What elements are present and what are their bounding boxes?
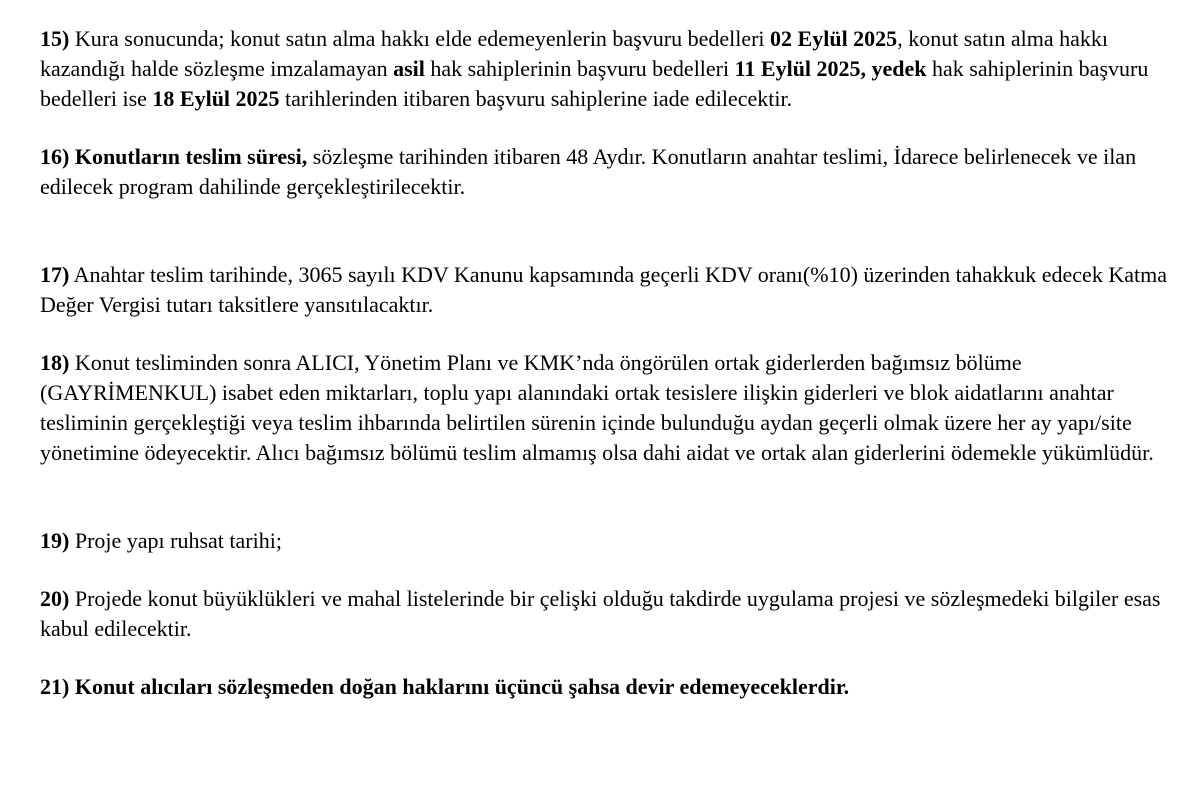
clause-number: 21) [40,674,70,699]
clause-21 [40,672,1180,702]
clause-20 [40,584,1180,644]
clause-text: tarihlerinden itibaren başvuru sahiplerine iade edilecektir. [279,86,793,111]
clause-text: Konut tesliminden sonra ALICI, Yönetim Planı ve KMK’nda öngörülen ortak giderlerden bağımsız bölüme (GAYRİMENKUL) isabet eden miktarları, toplu yapı alanındaki ortak tesislere ilişkin giderleri ve blok aidatlarını anahtar tesliminin gerçekleştiği veya teslim ihbarında belirtilen sürenin içinde bulunduğu aydan geçerli olmak üzere her ay yapı/site yönetimine ödeyecektir. Alıcı bağımsız bölümü teslim almamış olsa dahi aidat ve ortak alan giderlerini ödemekle yükümlüdür. [40,350,1154,465]
clause-19 [40,526,1180,556]
clause-bold-text: 18 Eylül 2025 [152,86,280,111]
clause-text: , konut satın alma hakkı kazandığı halde sözleşme imzalamayan [40,26,1108,81]
clause-number: 15) [40,26,70,51]
clause-number: 16) [40,144,70,169]
clause-15 [40,24,1180,114]
clause-text: hak sahiplerinin başvuru bedelleri ise [40,56,1149,111]
clause-16 [40,142,1180,202]
clause-text: hak sahiplerinin başvuru bedelleri [424,56,735,81]
clause-text: Projede konut büyüklükleri ve mahal listelerinde bir çelişki olduğu takdirde uygulama projesi ve sözleşmedeki bilgiler esas kabul edilecektir. [40,586,1161,641]
clause-text: sözleşme tarihinden itibaren 48 Aydır. Konutların anahtar teslimi, İdarece belirlenecek ve ilan edilecek program dahilinde gerçekleştirilecektir. [40,144,1137,199]
clause-number: 20) [40,586,70,611]
clause-text: Kura sonucunda; konut satın alma hakkı elde edemeyenlerin başvuru bedelleri [69,26,771,51]
clause-bold-text: asil [393,56,425,81]
clause-bold-text: 11 Eylül 2025, yedek [734,56,927,81]
document-page [40,24,1180,702]
clause-bold-text: 02 Eylül 2025 [770,26,898,51]
clause-bold-text: Konut alıcıları sözleşmeden doğan haklarını üçüncü şahsa devir edemeyeceklerdir. [69,674,850,699]
clause-text: Proje yapı ruhsat tarihi; [69,528,282,553]
clause-18 [40,348,1180,468]
clause-text: Anahtar teslim tarihinde, 3065 sayılı KDV Kanunu kapsamında geçerli KDV oranı(%10) üzerinden tahakkuk edecek Katma Değer Vergisi tutarı taksitlere yansıtılacaktır. [40,262,1167,317]
clause-number: 17) [40,262,70,287]
clause-17 [40,260,1180,320]
clause-number: 19) [40,528,70,553]
clause-bold-text: Konutların teslim süresi, [69,144,308,169]
clause-number: 18) [40,350,70,375]
